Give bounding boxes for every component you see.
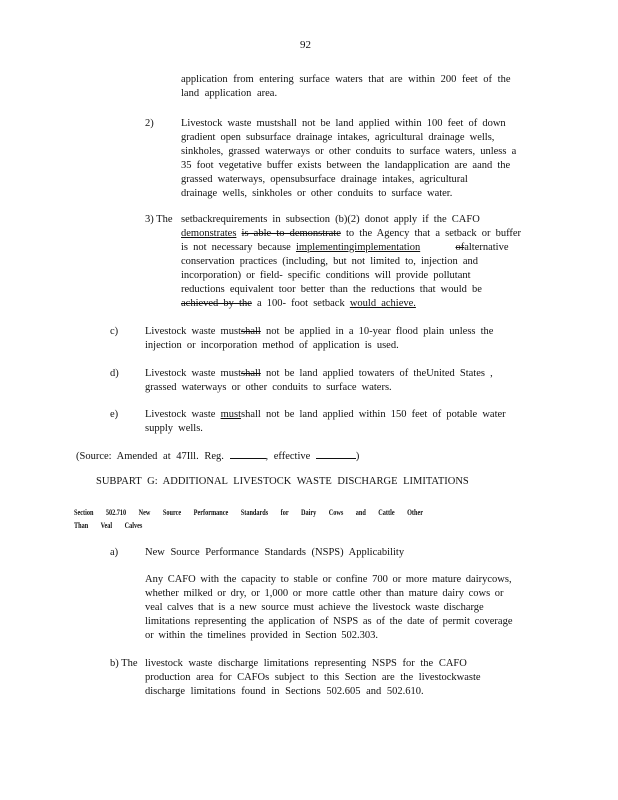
paragraph-text: not be land applied towaters of theUnited States ,: [265, 368, 493, 379]
item-a-number: a): [110, 547, 119, 558]
paragraph-line: reductions equivalent toor better than the reductions that would be: [181, 284, 482, 295]
paragraph-line: veal calves that is a new source must achieve the livestock waste discharge: [145, 602, 484, 613]
paragraph-line: or within the timelines provided in Section 502.303.: [145, 630, 379, 641]
paragraph-line: drainage wells, sinkholes or other conduits to surface water.: [181, 188, 453, 199]
paragraph-line: [145, 408, 506, 422]
paragraph-line: discharge limitations found in Sections 502.605 and 502.610.: [145, 686, 424, 697]
paragraph-text: shall not be land applied within 150 feet of potable water: [240, 409, 506, 420]
inserted-text: would achieve.: [349, 298, 416, 309]
source-note-text: , effective: [265, 451, 311, 462]
paragraph-text: alternative: [464, 242, 509, 253]
item-d-number: d): [110, 368, 119, 379]
paragraph-line: injection or incorporation method of application is used.: [145, 340, 399, 351]
paragraph-text: a 100- foot setback: [257, 298, 345, 309]
item-a-title: New Source Performance Standards (NSPS) Applicability: [145, 547, 405, 558]
subpart-heading: SUBPART G: ADDITIONAL LIVESTOCK WASTE DISCHARGE LIMITATIONS: [96, 476, 469, 487]
paragraph-line: grassed waterways, opensubsurface drainage intakes, agricultural: [181, 174, 468, 185]
paragraph-line: conservation practices (including, but not limited to, injection and: [181, 256, 479, 267]
deleted-text: shall: [240, 326, 261, 337]
paragraph-line: [181, 297, 521, 311]
paragraph-line: application from entering surface waters that are within 200 feet of the: [181, 74, 511, 85]
page-number: 92: [300, 39, 311, 51]
paragraph-line: Livestock waste mustshall not be land applied within 100 feet of down: [181, 118, 506, 129]
paragraph-line: [145, 325, 493, 339]
source-note-text: (Source: Amended at 47Ill. Reg.: [76, 451, 224, 462]
item-c-number: c): [110, 326, 119, 337]
paragraph-line: whether milked or dry, or 1,000 or more cattle other than mature dairy cows or: [145, 588, 504, 599]
paragraph-line: setbackrequirements in subsection (b)(2) donot apply if the CAFO: [181, 214, 480, 225]
paragraph-line: supply wells.: [145, 423, 203, 434]
paragraph-line: gradient open subsurface drainage intakes, agricultural drainage wells,: [181, 132, 495, 143]
paragraph-line: [181, 241, 521, 255]
item-e-number: e): [110, 409, 119, 420]
paragraph-line: land application area.: [181, 88, 278, 99]
inserted-text: implementingimplementation: [295, 242, 421, 253]
source-note: [76, 448, 359, 464]
inserted-text: demonstrates: [181, 228, 237, 239]
paragraph-text: not be applied in a 10-year flood plain unless the: [265, 326, 494, 337]
paragraph-line: livestock waste discharge limitations representing NSPS for the CAFO: [145, 658, 467, 669]
section-title-line: Than Veal Calves: [74, 521, 143, 530]
paragraph-text: Livestock waste: [145, 409, 216, 420]
paragraph-line: [145, 367, 493, 381]
source-note-text: ): [355, 451, 360, 462]
item-3-number: 3) The: [145, 214, 173, 225]
blank-line: [230, 448, 266, 459]
paragraph-line: grassed waterways or other conduits to surface waters.: [145, 382, 392, 393]
item-d-paragraph: [145, 367, 493, 395]
deleted-text: is able to demonstrate: [241, 228, 341, 239]
paragraph-line: Any CAFO with the capacity to stable or confine 700 or more mature dairycows,: [145, 574, 512, 585]
paragraph-text: to the Agency that a setback or buffer: [346, 228, 522, 239]
item-a-paragraph: [145, 573, 513, 643]
paragraph-text: Livestock waste must: [145, 368, 241, 379]
deleted-text: of: [455, 242, 465, 253]
section-title-line: Section 502.710 New Source Performance Standards for Dairy Cows and Cattle Other: [74, 508, 424, 517]
paragraph-line: 35 foot vegetative buffer exists between the landapplication are aand the: [181, 160, 511, 171]
paragraph-text: is not necessary because: [181, 242, 291, 253]
item-b-paragraph: [145, 657, 481, 699]
item-b-number: b) The: [110, 658, 138, 669]
paragraph-line: incorporation) or field- specific conditions will provide pollutant: [181, 270, 471, 281]
paragraph-text: Livestock waste must: [145, 326, 241, 337]
item-3-paragraph: [181, 213, 521, 311]
item-2-paragraph: [181, 117, 516, 201]
item-2-number: 2): [145, 118, 154, 129]
paragraph-line: production area for CAFOs subject to this Section are the livestockwaste: [145, 672, 481, 683]
inserted-text: must: [220, 409, 241, 420]
paragraph-line: limitations representing the application of NSPS as of the date of permit coverage: [145, 616, 513, 627]
blank-line: [316, 448, 356, 459]
deleted-text: shall: [240, 368, 261, 379]
continuation-paragraph: [181, 73, 511, 101]
paragraph-line: sinkholes, grassed waterways or other conduits to surface waters, unless a: [181, 146, 517, 157]
deleted-text: achieved by the: [181, 298, 252, 309]
item-e-paragraph: [145, 408, 506, 436]
item-c-paragraph: [145, 325, 493, 353]
paragraph-line: [181, 227, 521, 241]
